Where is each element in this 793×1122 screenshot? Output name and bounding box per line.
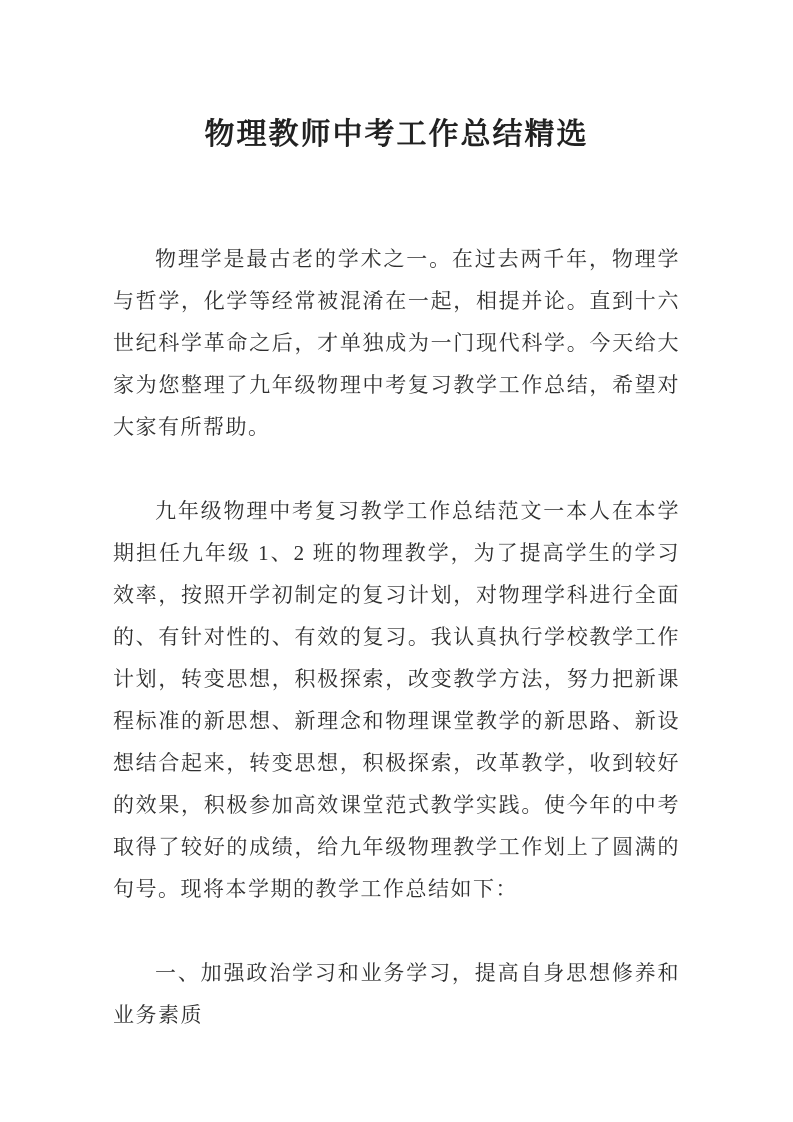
paragraph-intro: 物理学是最古老的学术之一。在过去两千年，物理学与哲学，化学等经常被混淆在一起，相提并论。直到十六世纪科学革命之后，才单独成为一门现代科学。今天给大家为您整理了九年级物理中考复习教学工作总结，希望对大家有所帮助。 xyxy=(113,247,680,439)
paragraph-section-heading: 一、加强政治学习和业务学习，提高自身思想修养和业务素质 xyxy=(113,961,680,1027)
paragraph-body: 九年级物理中考复习教学工作总结范文一本人在本学期担任九年级 1、2 班的物理教学，为了提高学生的学习效率，按照开学初制定的复习计划，对物理学科进行全面的、有针对性的、有效的复习。我认真执行学校教学工作计划，转变思想，积极探索，改变教学方法，努力把新课程标准的新思想、新理念和物理课堂教学的新思路、新设想结合起来，转变思想，积极探索，改革教学，收到较好的效果，积极参加高效课堂范式教学实践。使今年的中考取得了较好的成绩，给九年级物理教学工作划上了圆满的句号。现将本学期的教学工作总结如下： xyxy=(113,499,680,901)
document-title: 物理教师中考工作总结精选 xyxy=(204,118,589,151)
